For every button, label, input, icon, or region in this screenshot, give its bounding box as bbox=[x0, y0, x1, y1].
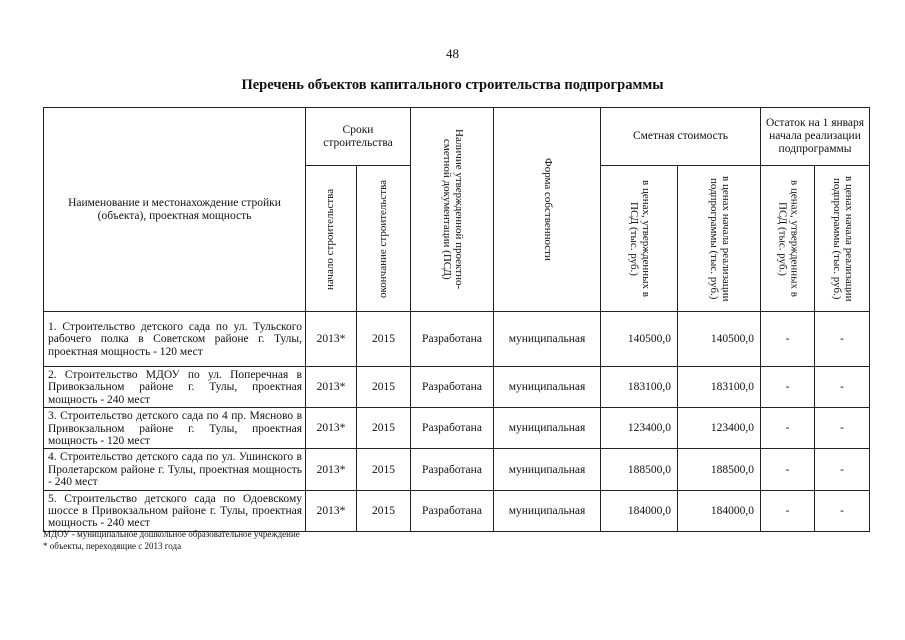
row-remain-psd: - bbox=[761, 490, 815, 531]
row-name: 3. Строительство детского сада по 4 пр. Мясново в Привокзальном районе г. Тулы, проектная мощность - 120 мест bbox=[44, 408, 306, 449]
capital-construction-table bbox=[43, 107, 870, 532]
row-ownership: муниципальная bbox=[494, 408, 601, 449]
header-name-text: Наименование и местонахождение стройки (объекта), проектная мощность bbox=[68, 196, 281, 222]
header-remain bbox=[761, 108, 870, 166]
row-remain-start: - bbox=[815, 490, 870, 531]
row-cost-psd: 123400,0 bbox=[601, 408, 678, 449]
row-end: 2015 bbox=[357, 449, 411, 490]
row-cost-start: 188500,0 bbox=[678, 449, 761, 490]
row-ownership: муниципальная bbox=[494, 367, 601, 408]
header-remain-psd-text: в ценах, утвержденных в ПСД (тыс. руб.) bbox=[776, 180, 801, 297]
header-psd bbox=[411, 108, 494, 312]
row-cost-start: 184000,0 bbox=[678, 490, 761, 531]
header-cost-psd bbox=[601, 166, 678, 312]
row-psd: Разработана bbox=[411, 449, 494, 490]
row-name: 2. Строительство МДОУ по ул. Поперечная в Привокзальном районе г. Тулы, проектная мощность - 240 мест bbox=[44, 367, 306, 408]
row-start: 2013* bbox=[306, 312, 357, 367]
row-psd: Разработана bbox=[411, 490, 494, 531]
header-name bbox=[44, 108, 306, 312]
row-ownership: муниципальная bbox=[494, 449, 601, 490]
row-start: 2013* bbox=[306, 449, 357, 490]
row-end: 2015 bbox=[357, 312, 411, 367]
row-cost-psd: 188500,0 bbox=[601, 449, 678, 490]
row-remain-psd: - bbox=[761, 449, 815, 490]
header-terms bbox=[306, 108, 411, 166]
row-remain-psd: - bbox=[761, 408, 815, 449]
table-row bbox=[44, 449, 870, 490]
document-title: Перечень объектов капитального строительства подпрограммы bbox=[241, 77, 664, 93]
table-row bbox=[44, 408, 870, 449]
row-cost-psd: 184000,0 bbox=[601, 490, 678, 531]
row-remain-start: - bbox=[815, 367, 870, 408]
row-cost-psd: 183100,0 bbox=[601, 367, 678, 408]
row-psd: Разработана bbox=[411, 408, 494, 449]
header-remain-start-text: в ценах начала реализации подпрограммы (тыс. руб.) bbox=[831, 175, 855, 302]
table-row bbox=[44, 367, 870, 408]
row-remain-start: - bbox=[815, 408, 870, 449]
header-end bbox=[357, 166, 411, 312]
row-remain-psd: - bbox=[761, 367, 815, 408]
page-number: 48 bbox=[446, 46, 459, 61]
row-ownership: муниципальная bbox=[494, 312, 601, 367]
row-name: 5. Строительство детского сада по Одоевскому шоссе в Привокзальном районе г. Тулы, проектная мощность - 240 мест bbox=[44, 490, 306, 531]
row-remain-psd: - bbox=[761, 312, 815, 367]
table-row bbox=[44, 312, 870, 367]
footnote-asterisk: * объекты, переходящие с 2013 года bbox=[43, 541, 182, 551]
header-remain-start bbox=[815, 166, 870, 312]
header-cost-text: Сметная стоимость bbox=[632, 130, 729, 143]
row-psd: Разработана bbox=[411, 312, 494, 367]
header-end-text: окончание строительства bbox=[376, 179, 389, 298]
footnote-abbreviation: МДОУ - муниципальное дошкольное образовательное учреждение bbox=[43, 529, 300, 539]
row-cost-psd: 140500,0 bbox=[601, 312, 678, 367]
row-cost-start: 140500,0 bbox=[678, 312, 761, 367]
row-end: 2015 bbox=[357, 408, 411, 449]
header-cost bbox=[601, 108, 761, 166]
row-cost-start: 183100,0 bbox=[678, 367, 761, 408]
row-ownership: муниципальная bbox=[494, 490, 601, 531]
row-remain-start: - bbox=[815, 449, 870, 490]
row-end: 2015 bbox=[357, 490, 411, 531]
header-start bbox=[306, 166, 357, 312]
row-end: 2015 bbox=[357, 367, 411, 408]
header-psd-text: Наличие утвержденной проектно-сметной документации (ПСД) bbox=[441, 129, 465, 290]
row-name: 1. Строительство детского сада по ул. Тульского рабочего полка в Советском районе г. Тулы, проектная мощность - 120 мест bbox=[44, 312, 306, 367]
table-row bbox=[44, 490, 870, 531]
header-ownership-text: Форма собственности bbox=[541, 158, 554, 261]
row-name: 4. Строительство детского сада по ул. Ушинского в Пролетарском районе г. Тулы, проектная мощность - 240 мест bbox=[44, 449, 306, 490]
row-start: 2013* bbox=[306, 408, 357, 449]
header-terms-text: Сроки строительства bbox=[323, 123, 393, 149]
header-remain-psd bbox=[761, 166, 815, 312]
header-cost-start-text: в ценах начала реализации подпрограммы (тыс. руб.) bbox=[708, 175, 732, 302]
header-remain-text: Остаток на 1 января начала реализации подпрограммы bbox=[765, 117, 865, 155]
header-start-text: начало строительства bbox=[324, 187, 337, 290]
row-psd: Разработана bbox=[411, 367, 494, 408]
row-remain-start: - bbox=[815, 312, 870, 367]
header-cost-start bbox=[678, 166, 761, 312]
header-ownership bbox=[494, 108, 601, 312]
row-cost-start: 123400,0 bbox=[678, 408, 761, 449]
header-cost-psd-text: в ценах, утвержденных в ПСД (тыс. руб.) bbox=[628, 180, 652, 297]
row-start: 2013* bbox=[306, 490, 357, 531]
row-start: 2013* bbox=[306, 367, 357, 408]
